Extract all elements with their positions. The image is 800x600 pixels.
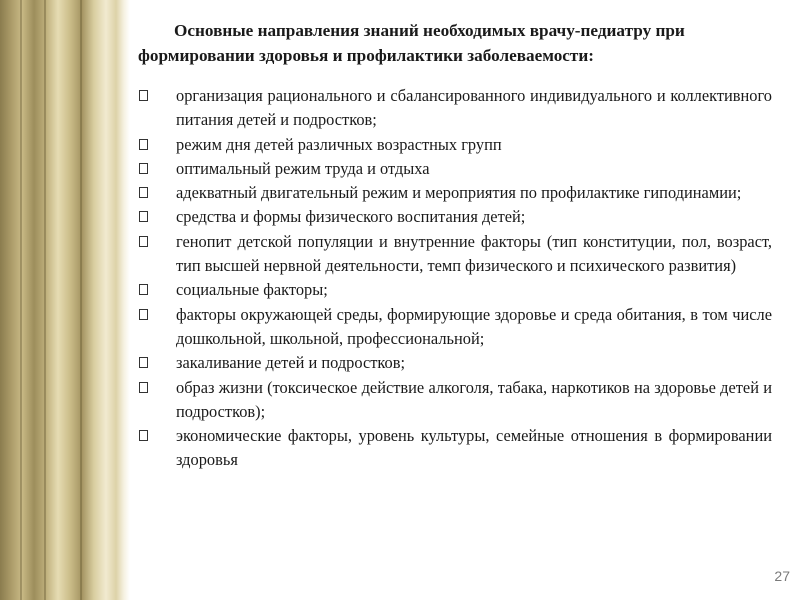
checkbox-bullet-icon <box>139 139 148 150</box>
slide-title-line-2: формировании здоровья и профилактики заболеваемости: <box>138 46 594 65</box>
list-item <box>138 84 772 133</box>
list-item-text: закаливание детей и подростков; <box>176 353 406 373</box>
list-item <box>138 230 772 279</box>
list-item-text: адекватный двигательный режим и мероприятия по профилактике гиподинамии; <box>176 183 742 203</box>
checkbox-bullet-icon <box>139 187 148 198</box>
checkbox-bullet-icon <box>139 430 148 441</box>
slide-content <box>138 18 772 473</box>
list-item-text: генопит детской популяции и внутренние факторы (тип конституции, пол, возраст, тип высшей нервной деятельности, темп физического и психического развития) <box>176 231 772 276</box>
checkbox-bullet-icon <box>139 284 148 295</box>
list-item <box>138 376 772 425</box>
checkbox-bullet-icon <box>139 382 148 393</box>
checkbox-bullet-icon <box>139 309 148 320</box>
list-item-text: оптимальный режим труда и отдыха <box>176 158 430 178</box>
page-number: 27 <box>774 568 790 584</box>
list-item <box>138 205 772 229</box>
bullet-list <box>138 84 772 473</box>
band-stripe <box>20 0 22 600</box>
list-item-text: факторы окружающей среды, формирующие здоровье и среда обитания, в том числе дошкольной, школьной, профессиональной; <box>176 304 772 348</box>
slide-title-line-1: Основные направления знаний необходимых врачу-педиатру при <box>174 21 685 40</box>
checkbox-bullet-icon <box>139 90 148 101</box>
list-item <box>138 133 772 157</box>
list-item-text: средства и формы физического воспитания детей; <box>176 207 526 227</box>
list-item <box>138 351 772 375</box>
checkbox-bullet-icon <box>139 163 148 174</box>
decorative-side-band <box>0 0 130 600</box>
list-item-text: образ жизни (токсическое действие алкоголя, табака, наркотиков на здоровье детей и подростков); <box>176 377 772 421</box>
band-stripe <box>80 0 82 600</box>
list-item-text: экономические факторы, уровень культуры, семейные отношения в формировании здоровья <box>176 426 772 470</box>
list-item-text: организация рационального и сбалансированного индивидуального и коллективного питания детей и подростков; <box>176 86 772 130</box>
checkbox-bullet-icon <box>139 357 148 368</box>
checkbox-bullet-icon <box>139 211 148 222</box>
list-item <box>138 303 772 352</box>
list-item <box>138 278 772 302</box>
list-item <box>138 157 772 181</box>
list-item <box>138 181 772 205</box>
list-item-text: режим дня детей различных возрастных групп <box>176 134 502 154</box>
list-item <box>138 424 772 473</box>
slide-title <box>138 18 772 68</box>
list-item-text: социальные факторы; <box>176 280 328 300</box>
checkbox-bullet-icon <box>139 236 148 247</box>
band-stripe <box>44 0 46 600</box>
